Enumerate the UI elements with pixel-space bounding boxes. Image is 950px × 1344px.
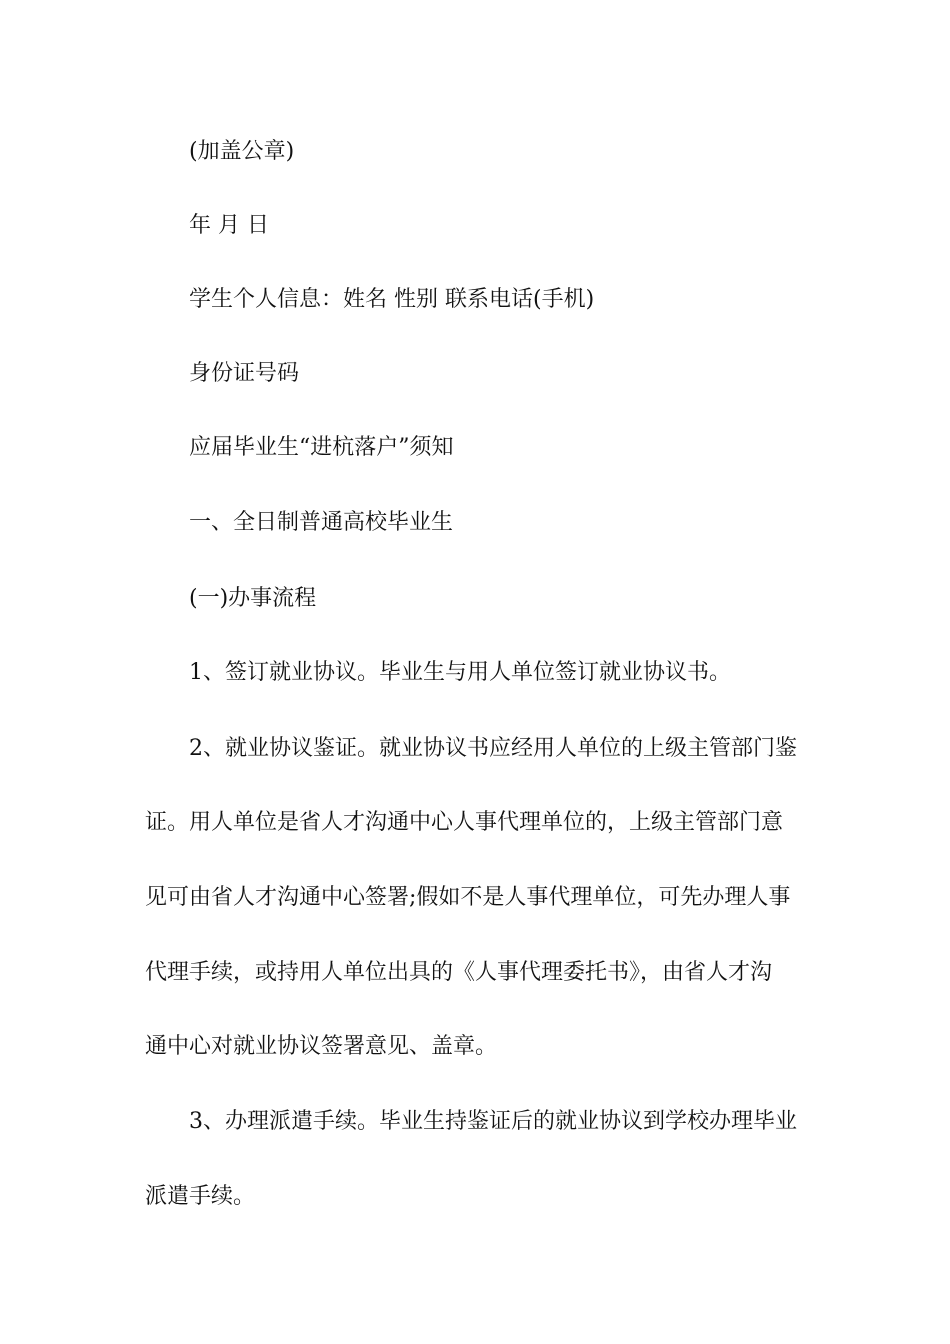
- step-3-paragraph-line-2: 派遣手续。: [145, 1184, 256, 1209]
- notice-title: 应届毕业生“进杭落户”须知: [189, 435, 454, 460]
- step-2-paragraph-line-2: 证。用人单位是省人才沟通中心人事代理单位的，上级主管部门意: [145, 810, 784, 835]
- id-number-line: 身份证号码: [189, 361, 300, 386]
- step-2-paragraph-line-3: 见可由省人才沟通中心签署;假如不是人事代理单位，可先办理人事: [145, 885, 791, 910]
- seal-note: (加盖公章): [189, 139, 295, 164]
- student-info-line: 学生个人信息：姓名 性别 联系电话(手机): [189, 287, 595, 312]
- step-2-paragraph-line-1: 2、就业协议鉴证。就业协议书应经用人单位的上级主管部门鉴: [189, 736, 797, 761]
- step-2-paragraph-line-5: 通中心对就业协议签署意见、盖章。: [145, 1034, 498, 1059]
- step-3-paragraph-line-1: 3、办理派遣手续。毕业生持鉴证后的就业协议到学校办理毕业: [189, 1109, 797, 1134]
- subsection-heading: (一)办事流程: [189, 586, 317, 611]
- date-line: 年 月 日: [189, 213, 269, 238]
- step-1-paragraph: 1、签订就业协议。毕业生与用人单位签订就业协议书。: [189, 660, 731, 685]
- step-2-paragraph-line-4: 代理手续，或持用人单位出具的《人事代理委托书》，由省人才沟: [145, 960, 773, 985]
- section-heading: 一、全日制普通高校毕业生: [189, 510, 454, 535]
